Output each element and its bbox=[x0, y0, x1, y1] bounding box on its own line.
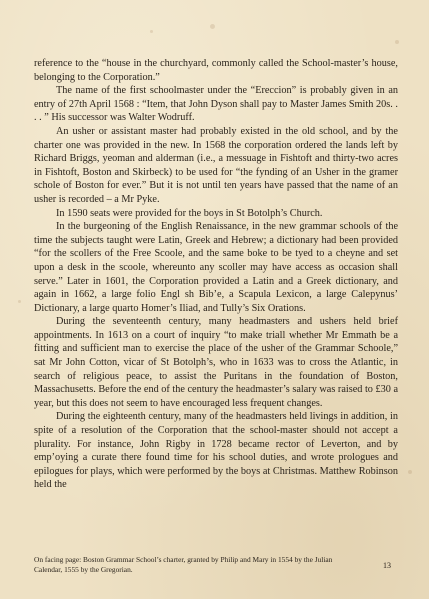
paragraph: reference to the “house in the churchyard, commonly called the School-master’s house, belonging to the Corporation.” bbox=[34, 58, 398, 83]
paper-stain bbox=[210, 24, 215, 29]
page-number: 13 bbox=[383, 561, 391, 570]
paragraph: The name of the first schoolmaster under the “Ereccion” is probably given in an entry of 27th April 1568 : “Item, that John Dyson shall pay to Master James Smith 20s. . . . ” His successor was Walter Wodruff. bbox=[34, 85, 398, 124]
paragraph: An usher or assistant master had probably existed in the old school, and by the charter one was provided in the new. In 1568 the corporation ordered the lands left by Richard Briggs, yeoman and alderman (i.e., a messuage in Fishtoft and thirty-two acres in Fishtoft, Boston and Skirbeck) to be used for “the fynding of an Usher in the gramer schole of Boston for ever.” But it is not until ten years have passed that the name of an usher is recorded – a Mr Pyke. bbox=[34, 125, 398, 205]
paragraph: During the seventeenth century, many headmasters and ushers held brief appointments. In 1613 on a court of inquiry “to make triall whether Mr Emmath be a fitting and sufficient man to exercise the place of the usher of the Grammar Schoole,” sat Mr John Cotton, vicar of St Botolph’s, who in 1633 was to cross the Atlantic, in search of religious peace, to assist the Puritans in the foundation of Boston, Massachusetts. Before the end of the century the headmaster’s salary was raised to £30 a year, but this does not seem to have encouraged less frequent changes. bbox=[34, 316, 398, 409]
paper-stain bbox=[18, 300, 21, 303]
paragraph: In the burgeoning of the English Renaissance, in the new grammar schools of the time the subjects taught were Latin, Greek and Hebrew; a dictionary had been provided “for the scollers of the Free Scoole, and the same boke to be tyed to a cheyne and set upon a desk in the scoole, whereunto any scoller may have access as occasion shall serve.” Later in 1601, the Corporation provided a Latin and a Greek dictionary, and again in 1662, a large folio Engl sh Bib’e, a Scapula Lexicon, a large Calepynus’ Dictionary, a large quarto Homer’s Iliad, and Tully’s Six Orations. bbox=[34, 221, 398, 314]
body-text bbox=[34, 57, 398, 492]
paragraph: During the eighteenth century, many of the headmasters held livings in addition, in spite of a resolution of the Corporation that the school-master should not accept a plurality. For instance, John Rigby in 1728 became rector of Leverton, and by emp’oying a curate there found time for his school duties, and wrote prologues and epilogues for plays, which were performed by the boys at Christmas. Matthew Robinson held the bbox=[34, 411, 398, 491]
paper-stain bbox=[150, 30, 153, 33]
paper-stain bbox=[395, 40, 399, 44]
paper-stain bbox=[408, 470, 412, 474]
paragraph: In 1590 seats were provided for the boys in St Botolph’s Church. bbox=[56, 207, 323, 219]
figure-caption: On facing page: Boston Grammar School’s charter, granted by Philip and Mary in 1554 by the Julian Calendar, 1555 by the Gregorian. bbox=[34, 555, 333, 574]
